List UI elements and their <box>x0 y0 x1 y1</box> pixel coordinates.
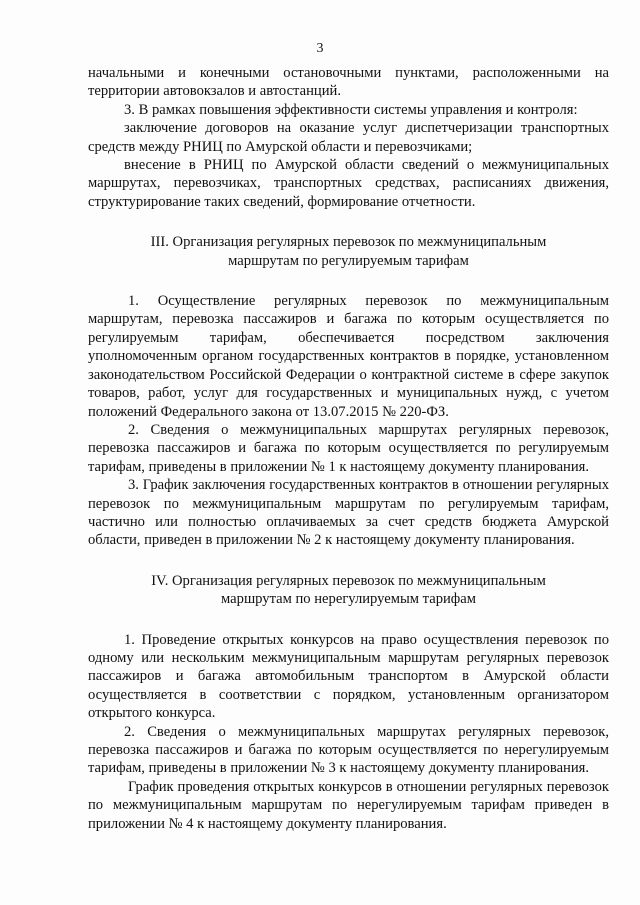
paragraph-rnic-data: внесение в РНИЦ по Амурской области сведений о межмуниципальных маршрутах, перевозчиках, транспортных средствах, расписаниях движения, структурирование таких сведений, формирование отчетности. <box>88 157 609 210</box>
section-3-item-1: 1. Осуществление регулярных перевозок по межмуниципальным маршрутам, перевозка пассажиров и багажа по которым осуществляется по регулируемым тарифам, обеспечивается посредством заключения уполномоченным органом государственных контрактов в порядке, установленном законодательством Российской Федерации о контрактной системе в сфере закупок товаров, работ, услуг для государственных и муниципальных нужд, с учетом положений Федерального закона от 13.07.2015 № 220-ФЗ. <box>88 293 609 420</box>
paragraph-contracts: заключение договоров на оказание услуг диспетчеризации транспортных средств между РНИЦ по Амурской области и перевозчиками; <box>88 120 609 155</box>
document-body <box>88 64 609 833</box>
section-4-item-1: 1. Проведение открытых конкурсов на право осуществления перевозок по одному или нескольким межмуниципальным маршрутам регулярных перевозок пассажиров и багажа автомобильным транспортом в Амурской области осуществляется в соответствии с порядком, установленным организатором открытого конкурса. <box>88 631 609 722</box>
paragraph-continuation: начальными и конечными остановочными пунктами, расположенными на территории автовокзалов и автостанций. <box>88 65 609 100</box>
paragraph-item-3: 3. В рамках повышения эффективности системы управления и контроля: <box>124 101 578 118</box>
page-number: 3 <box>316 41 324 56</box>
section-4-heading: IV. Организация регулярных перевозок по межмуниципальным маршрутам по нерегулируемым тарифам <box>151 572 546 608</box>
section-3-item-3: 3. График заключения государственных контрактов в отношении регулярных перевозок по межмуниципальным маршрутам по регулируемым тарифам, частично или полностью оплачиваемых за счет средств бюджета Амурской области, приведен в приложении № 2 к настоящему документу планирования. <box>88 477 609 549</box>
section-4-item-2: 2. Сведения о межмуниципальных маршрутах регулярных перевозок, перевозка пассажиров и багажа по которым осуществляется по нерегулируемым тарифам, приведены в приложении № 3 к настоящему документу планирования. <box>88 723 609 777</box>
section-3-heading: III. Организация регулярных перевозок по межмуниципальным маршрутам по регулируемым тарифам <box>150 234 547 269</box>
section-4-item-schedule: График проведения открытых конкурсов в отношении регулярных перевозок по межмуниципальным маршрутам по нерегулируемым тарифам приведен в приложении № 4 к настоящему документу планирования. <box>88 778 609 832</box>
section-3-item-2: 2. Сведения о межмуниципальных маршрутах регулярных перевозок, перевозка пассажиров и багажа по которым осуществляется по регулируемым тарифам, приведены в приложении № 1 к настоящему документу планирования. <box>88 421 609 475</box>
